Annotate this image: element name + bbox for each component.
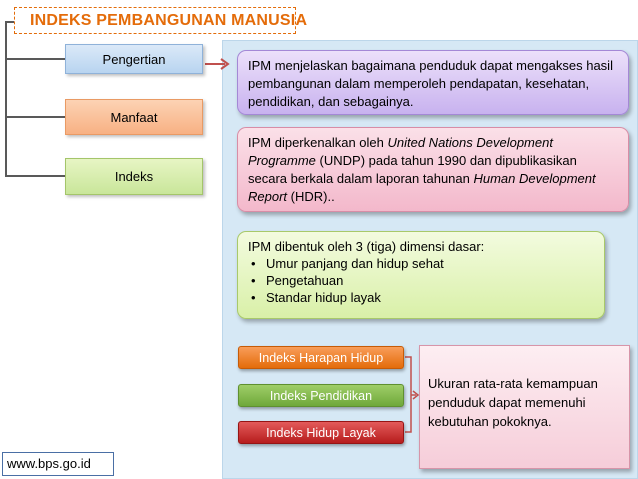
dimension-item: • Standar hidup layak [266,289,594,306]
undp-org-name: United Nations Development Programme [248,135,553,168]
definition-card [237,50,629,115]
menu-manfaat-label: Manfaat [110,109,158,125]
undp-report-name: Human Development Report [248,171,596,204]
tree-trunk-line [6,22,65,176]
menu-pengertian-button[interactable] [65,44,203,74]
index-hidup-layak-button[interactable]: Indeks Hidup Layak [238,421,404,444]
undp-text-3: (HDR).. [287,189,335,204]
menu-pengertian-label: Pengertian [102,51,166,67]
page-title: INDEKS PEMBANGUNAN MANUSIA [30,12,308,29]
ukuran-text: Ukuran rata-rata kemampuan penduduk dapat memenuhi kebutuhan pokoknya. [428,376,598,429]
index-pendidikan-button[interactable]: Indeks Pendidikan [238,384,404,407]
menu-indeks-label: Indeks [114,169,154,184]
menu-manfaat-button[interactable] [65,99,203,135]
dimension-item: • Pengetahuan [266,272,594,289]
undp-text-1: IPM diperkenalkan oleh [248,135,388,150]
index-harapan-hidup-button[interactable]: Indeks Harapan Hidup [238,346,404,369]
menu-indeks-button[interactable] [65,158,203,195]
bracket-line [405,357,411,432]
dimensions-list [248,255,594,306]
dimensions-card [237,231,605,319]
undp-card [237,127,629,212]
dimension-item: • Umur panjang dan hidup sehat [266,255,594,272]
source-link[interactable]: www.bps.go.id [2,452,114,476]
definition-text: IPM menjelaskan bagaimana penduduk dapat mengakses hasil pembangunan dalam memperoleh pendapatan, kesehatan, pendidikan, dan sebagainya. [248,58,613,109]
ukuran-card [419,345,630,469]
dimensions-intro: IPM dibentuk oleh 3 (tiga) dimensi dasar: [248,239,485,254]
undp-text-2: (UNDP) pada tahun 1990 dan dipublikasikan secara berkala dalam laporan tahunan [248,153,577,186]
